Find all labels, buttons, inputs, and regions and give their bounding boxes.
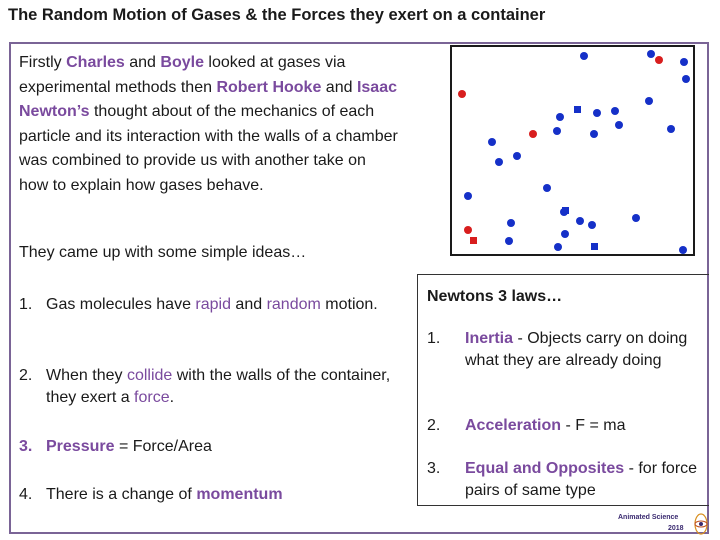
animated-science-logo (618, 512, 708, 540)
gas-container-diagram (450, 45, 695, 256)
idea-text: with the walls of the container, they exert a (46, 367, 391, 406)
red-particle (464, 226, 472, 234)
blue-particle (667, 125, 675, 133)
blue-particle (611, 107, 619, 115)
idea-number: 1. (19, 296, 33, 313)
law-separator: - (561, 417, 576, 434)
blue-particle (590, 130, 598, 138)
blue-particle (679, 246, 687, 254)
red-particle (458, 90, 466, 98)
intro-text-5: thought about of the mechanics of each particle and its interaction with the walls of a chamber was combined to provide us with another take on how to explain how gases behave. (19, 103, 398, 194)
blue-particle (495, 158, 503, 166)
blue-particle (553, 127, 561, 135)
blue-particle (507, 219, 515, 227)
blue-particle (632, 214, 640, 222)
blue-particle-square (591, 243, 598, 250)
term-force: force (134, 389, 170, 406)
idea-number: 2. (19, 367, 33, 384)
idea-number: 4. (19, 486, 33, 503)
red-particle-square (470, 237, 477, 244)
intro-paragraph (19, 51, 399, 198)
blue-particle (580, 52, 588, 60)
law-item-2 (427, 415, 702, 437)
law-separator: - (624, 460, 639, 477)
term-random: random (266, 296, 321, 313)
term-rapid: rapid (195, 296, 231, 313)
blue-particle (680, 58, 688, 66)
newton-laws-heading: Newtons 3 laws… (427, 288, 563, 305)
law-number: 2. (427, 417, 441, 434)
page-title: The Random Motion of Gases & the Forces they exert on a container (8, 6, 546, 24)
blue-particle (588, 221, 596, 229)
term-isaac-newton: Isaac Newton’s (19, 78, 397, 120)
blue-particle (543, 184, 551, 192)
idea-item-4 (19, 484, 414, 506)
blue-particle (488, 138, 496, 146)
idea-text: . (169, 389, 175, 406)
law-separator: - (513, 330, 528, 347)
blue-particle-square (574, 106, 581, 113)
idea-number: 3. (19, 438, 33, 455)
idea-item-2 (19, 365, 414, 409)
intro-text-2: and (124, 54, 161, 71)
law-item-3 (427, 458, 702, 502)
blue-particle (615, 121, 623, 129)
ideas-intro: They came up with some simple ideas… (19, 244, 307, 261)
intro-text-1: Firstly (19, 54, 67, 71)
law-description: for force pairs of same type (465, 460, 698, 499)
blue-particle-square (562, 207, 569, 214)
blue-particle (556, 113, 564, 121)
blue-particle (561, 230, 569, 238)
logo-text: Animated Science (618, 514, 679, 521)
red-particle (655, 56, 663, 64)
term-pressure: Pressure (46, 438, 115, 455)
law-name-equal-opposites: Equal and Opposites (465, 460, 625, 477)
blue-particle (505, 237, 513, 245)
idea-text: There is a change of (46, 486, 197, 503)
intro-text-4: and (321, 78, 357, 96)
law-item-1 (427, 328, 702, 372)
blue-particle (464, 192, 472, 200)
idea-item-1 (19, 294, 414, 316)
idea-text: = Force/Area (114, 438, 212, 455)
logo-year: 2018 (668, 525, 684, 532)
term-boyle: Boyle (160, 54, 204, 71)
law-number: 1. (427, 330, 441, 347)
law-number: 3. (427, 460, 441, 477)
red-particle (529, 130, 537, 138)
blue-particle (645, 97, 653, 105)
law-name-inertia: Inertia (465, 330, 514, 347)
idea-text: motion. (320, 296, 378, 313)
term-collide: collide (126, 367, 173, 384)
gas-particles (452, 47, 697, 258)
idea-text: and (230, 296, 267, 313)
law-name-acceleration: Acceleration (465, 417, 562, 434)
atom-icon (694, 512, 708, 536)
law-description: Objects carry on doing what they are already doing (465, 330, 688, 369)
term-charles: Charles (66, 54, 125, 71)
intro-text-3: looked at gases via experimental methods then (19, 54, 346, 96)
blue-particle (554, 243, 562, 251)
blue-particle (647, 50, 655, 58)
idea-item-3 (19, 436, 414, 458)
blue-particle (513, 152, 521, 160)
idea-text: When they (46, 367, 127, 384)
term-robert-hooke: Robert Hooke (216, 78, 322, 96)
law-description: F = ma (575, 417, 626, 434)
blue-particle (576, 217, 584, 225)
idea-text: Gas molecules have (46, 296, 196, 313)
blue-particle (682, 75, 690, 83)
term-momentum: momentum (196, 486, 283, 503)
blue-particle (593, 109, 601, 117)
